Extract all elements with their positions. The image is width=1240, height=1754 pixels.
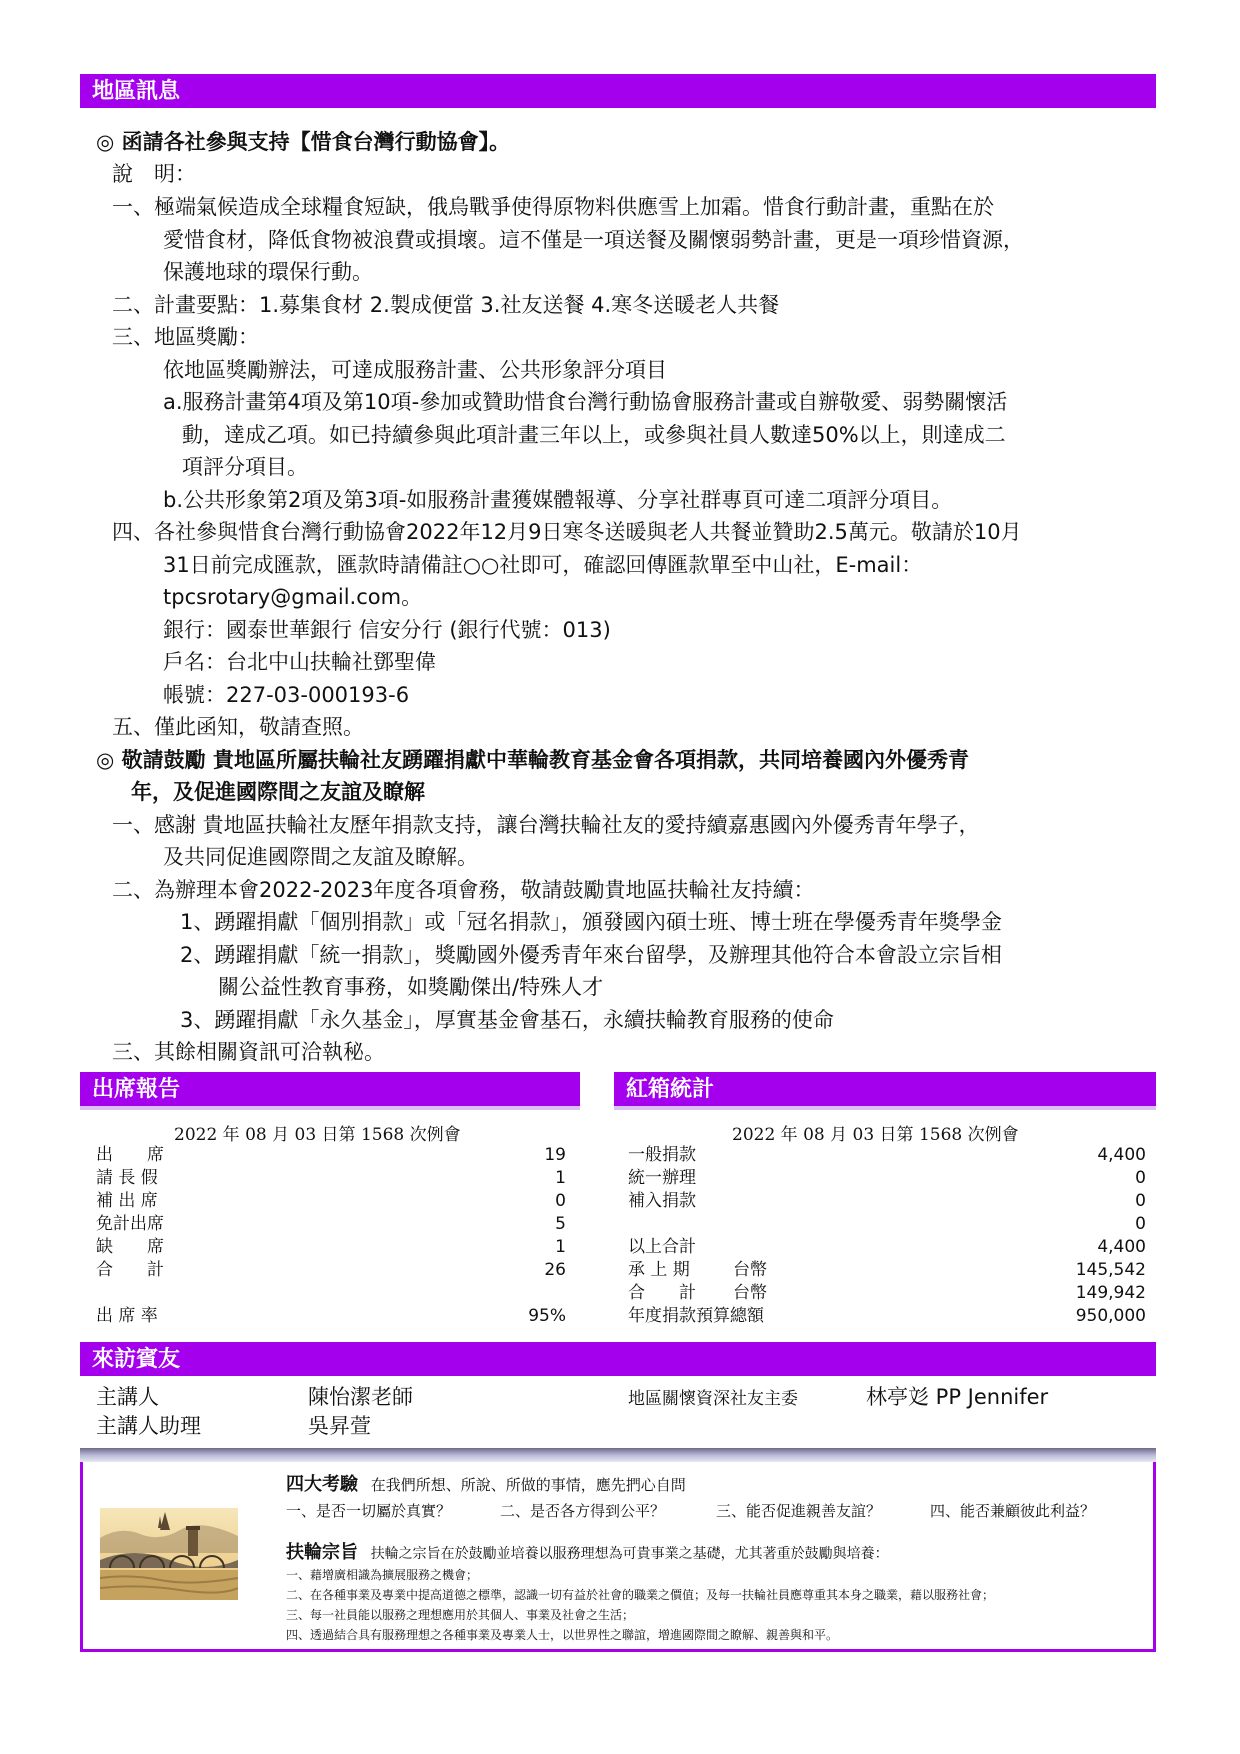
redbox-row-value: 4,400 xyxy=(1097,1145,1146,1165)
item2-p1-line2: 及共同促進國際間之友誼及瞭解。 xyxy=(163,845,478,869)
attendance-row-value: 1 xyxy=(555,1237,566,1257)
redbox-row-currency: 台幣 xyxy=(733,1283,767,1303)
redbox-row-label: 一般捐款 xyxy=(628,1145,696,1165)
assistant-name: 吳昇萱 xyxy=(308,1414,371,1438)
item1-p3-a-line1: a.服務計畫第4項及第10項-參加或贊助惜食台灣行動協會服務計畫或自辦敬愛、弱勢關懷活 xyxy=(163,390,1008,414)
redbox-row-value: 149,942 xyxy=(1075,1283,1146,1303)
item1-p3-a-line3: 項評分項目。 xyxy=(182,455,308,479)
item1-p3-b: b.公共形象第2項及第3項-如服務計畫獲媒體報導、分享社群專頁可達二項評分項目。 xyxy=(163,488,953,512)
redbox-row xyxy=(628,1305,1146,1328)
redbox-row-label: 統一辦理 xyxy=(628,1168,696,1188)
redbox-row-label: 以上合計 xyxy=(628,1237,696,1257)
redbox-row xyxy=(628,1167,1146,1190)
item1-p4-email: tpcsrotary@gmail.com。 xyxy=(163,585,423,609)
committee-name: 林亭彣 PP Jennifer xyxy=(866,1385,1049,1409)
attendance-row-label: 補 出 席 xyxy=(96,1191,158,1211)
redbox-row xyxy=(628,1213,1146,1236)
object-item-4: 四、透過結合具有服務理想之各種事業及專業人士，以世界性之聯誼，增進國際間之瞭解、親善與和平。 xyxy=(286,1628,839,1642)
attendance-row-value: 19 xyxy=(544,1145,566,1165)
speaker-name: 陳怡潔老師 xyxy=(308,1385,413,1409)
attendance-rate-row xyxy=(96,1305,566,1328)
bridge-landscape-illustration xyxy=(100,1508,238,1600)
redbox-row-value: 145,542 xyxy=(1075,1260,1146,1280)
redbox-row xyxy=(628,1190,1146,1213)
object-item-1: 一、藉增廣相識為擴展服務之機會； xyxy=(286,1568,479,1582)
item2-p2-3: 3、踴躍捐獻「永久基金」，厚實基金會基石，永續扶輪教育服務的使命 xyxy=(180,1008,834,1032)
redbox-header: 紅箱統計 xyxy=(614,1072,1156,1106)
redbox-date: 2022 年 08 月 03 日第 1568 次例會 xyxy=(732,1125,1019,1145)
object-intro: 扶輪之宗旨在於鼓勵並培養以服務理想為可貴事業之基礎，尤其著重於鼓勵與培養： xyxy=(370,1546,889,1562)
attendance-row xyxy=(96,1236,566,1259)
redbox-row-label: 年度捐款預算總額 xyxy=(628,1306,764,1326)
object-line xyxy=(286,1538,889,1564)
redbox-row-label: 合 計 xyxy=(628,1283,696,1303)
object-title: 扶輪宗旨 xyxy=(286,1542,358,1563)
four-way-test-line xyxy=(286,1470,686,1496)
attendance-row-value: 26 xyxy=(544,1260,566,1280)
redbox-row xyxy=(628,1144,1146,1167)
attendance-row-label: 缺 席 xyxy=(96,1237,164,1257)
attendance-row-value: 5 xyxy=(555,1214,566,1234)
attendance-date: 2022 年 08 月 03 日第 1568 次例會 xyxy=(174,1125,461,1145)
redbox-row-label: 補入捐款 xyxy=(628,1191,696,1211)
item1-p1-line1: 一、極端氣候造成全球糧食短缺，俄烏戰爭使得原物料供應雪上加霜。惜食行動計畫，重點在於 xyxy=(112,195,994,219)
item1-p4-line1: 四、各社參與惜食台灣行動協會2022年12月9日寒冬送暖與老人共餐並贊助2.5萬元。敬請於10月 xyxy=(112,520,1022,544)
redbox-row-currency: 台幣 xyxy=(733,1260,767,1280)
attendance-row-value: 1 xyxy=(555,1168,566,1188)
speaker-label: 主講人 xyxy=(96,1385,159,1409)
attendance-rate-label: 出 席 率 xyxy=(96,1306,158,1326)
attendance-row xyxy=(96,1213,566,1236)
object-item-2: 二、在各種事業及專業中提高道德之標準，認識一切有益於社會的職業之價值；及每一扶輪社員應尊重其本身之職業，藉以服務社會； xyxy=(286,1588,995,1602)
district-news-header: 地區訊息 xyxy=(80,74,1156,108)
attendance-row-label: 免計出席 xyxy=(96,1214,164,1234)
four-way-test-title: 四大考驗 xyxy=(286,1474,358,1495)
attendance-row xyxy=(96,1190,566,1213)
item1-p4-line2: 31日前完成匯款，匯款時請備註○○社即可，確認回傳匯款單至中山社，E-mail： xyxy=(163,553,923,577)
item2-p2-1: 1、踴躍捐獻「個別捐款」或「冠名捐款」，頒發國內碩士班、博士班在學優秀青年獎學金 xyxy=(180,910,1002,934)
attendance-row-label: 請 長 假 xyxy=(96,1168,158,1188)
four-way-q2: 二、是否各方得到公平？ xyxy=(500,1502,666,1520)
attendance-row xyxy=(96,1167,566,1190)
attendance-rate-value: 95% xyxy=(528,1306,566,1326)
item1-account-number: 帳號：227-03-000193-6 xyxy=(163,683,410,707)
assistant-label: 主講人助理 xyxy=(96,1414,201,1438)
attendance-row-label: 合 計 xyxy=(96,1260,164,1280)
attendance-row xyxy=(96,1259,566,1282)
committee-label: 地區關懷資深社友主委 xyxy=(628,1389,798,1409)
item2-p1-line1: 一、感謝 貴地區扶輪社友歷年捐款支持，讓台灣扶輪社友的愛持續嘉惠國內外優秀青年學子， xyxy=(112,813,980,837)
four-way-test-subtitle: 在我們所想、所說、所做的事情，應先捫心自問 xyxy=(370,1476,686,1494)
item2-title-line1: ◎ 敬請鼓勵 貴地區所屬扶輪社友踴躍捐獻中華輪教育基金會各項捐款，共同培養國內外優秀青 xyxy=(96,748,969,772)
attendance-row xyxy=(96,1144,566,1167)
item1-p3-intro: 依地區獎勵辦法，可達成服務計畫、公共形象評分項目 xyxy=(163,358,667,382)
four-way-q4: 四、能否兼顧彼此利益？ xyxy=(930,1502,1096,1520)
item1-p1-line3: 保護地球的環保行動。 xyxy=(163,260,373,284)
redbox-row xyxy=(628,1259,1146,1282)
item1-p1-line2: 愛惜食材，降低食物被浪費或損壞。這不僅是一項送餐及關懷弱勢計畫，更是一項珍惜資源， xyxy=(163,228,1024,252)
attendance-row-label: 出 席 xyxy=(96,1145,164,1165)
redbox-row-label: 承 上 期 xyxy=(628,1260,690,1280)
redbox-row-value: 950,000 xyxy=(1075,1306,1146,1326)
attendance-header: 出席報告 xyxy=(80,1072,580,1106)
four-way-q3: 三、能否促進親善友誼？ xyxy=(716,1502,882,1520)
redbox-row xyxy=(628,1236,1146,1259)
redbox-row-value: 0 xyxy=(1135,1214,1146,1234)
item1-p3-a-line2: 動，達成乙項。如已持續參與此項計畫三年以上，或參與社員人數達50%以上，則達成二 xyxy=(182,423,1006,447)
redbox-row-value: 0 xyxy=(1135,1191,1146,1211)
attendance-row-value: 0 xyxy=(555,1191,566,1211)
item1-p2: 二、計畫要點：1.募集食材 2.製成便當 3.社友送餐 4.寒冬送暖老人共餐 xyxy=(112,293,780,317)
redbox-row xyxy=(628,1282,1146,1305)
item2-p2-2-line1: 2、踴躍捐獻「統一捐款」，獎勵國外優秀青年來台留學，及辦理其他符合本會設立宗旨相 xyxy=(180,943,1002,967)
item1-title: ◎ 函請各社參與支持【惜食台灣行動協會】。 xyxy=(96,130,511,154)
item2-p2-2-line2: 關公益性教育事務，如獎勵傑出/特殊人才 xyxy=(218,975,604,999)
redbox-row-value: 0 xyxy=(1135,1168,1146,1188)
item1-account-name: 戶名：台北中山扶輪社鄧聖偉 xyxy=(163,650,436,674)
item1-p3: 三、地區獎勵： xyxy=(112,325,259,349)
object-item-3: 三、每一社員能以服務之理想應用於其個人、事業及社會之生活； xyxy=(286,1608,635,1622)
item2-p3: 三、其餘相關資訊可洽執秘。 xyxy=(112,1040,385,1064)
four-way-q1: 一、是否一切屬於真實？ xyxy=(286,1502,452,1520)
item1-bank: 銀行：國泰世華銀行 信安分行 (銀行代號：013) xyxy=(163,618,611,642)
item2-title-line2: 年，及促進國際間之友誼及瞭解 xyxy=(131,780,425,804)
footer-gradient-bar xyxy=(80,1448,1156,1462)
item2-p2: 二、為辦理本會2022-2023年度各項會務，敬請鼓勵貴地區扶輪社友持續： xyxy=(112,878,815,902)
item1-p5: 五、僅此函知，敬請查照。 xyxy=(112,715,364,739)
redbox-row-value: 4,400 xyxy=(1097,1237,1146,1257)
visitors-header: 來訪賓友 xyxy=(80,1342,1156,1376)
item1-desc-label: 說 明： xyxy=(112,162,196,186)
